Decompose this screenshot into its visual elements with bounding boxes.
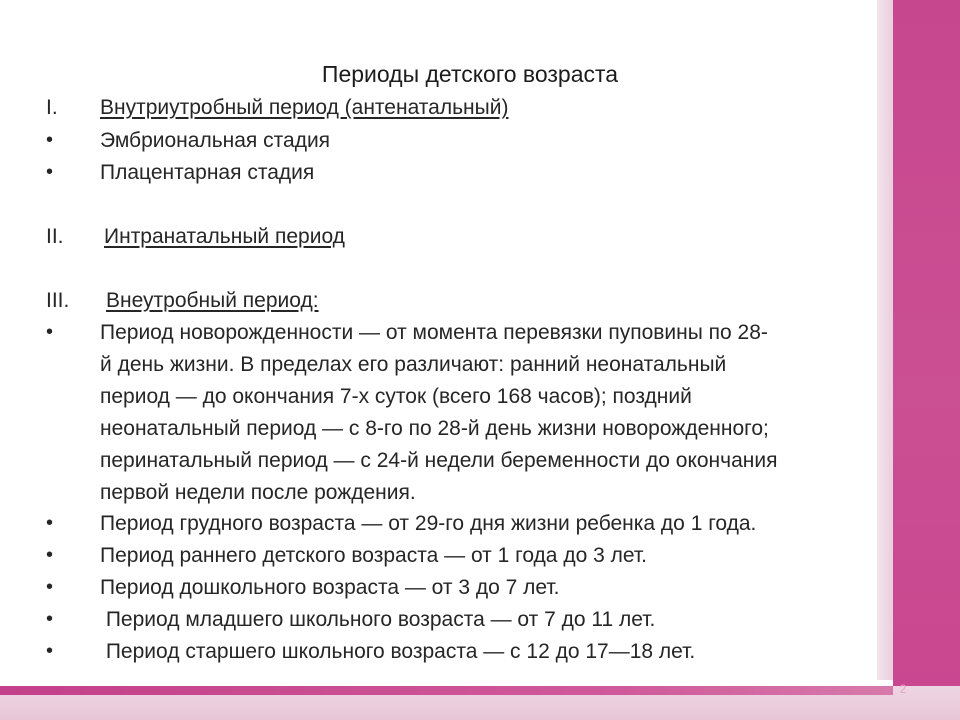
bullet-icon: • bbox=[46, 512, 54, 534]
list-item-text-line: Период новорожденности — от момента перевязки пуповины по 28- bbox=[100, 321, 768, 344]
list-item-text: Эмбриональная стадия bbox=[100, 129, 331, 152]
section-2-heading: Интранатальный период bbox=[104, 225, 345, 248]
section-3-marker: III. bbox=[46, 289, 70, 312]
list-item-text: Период старшего школьного возраста — с 12 до 17—18 лет. bbox=[100, 640, 696, 663]
list-item-text-line: перинатальный период — с 24-й недели беременности до окончания bbox=[100, 449, 778, 472]
section-1-marker: I. bbox=[46, 96, 58, 119]
list-item-text-line: й день жизни. В пределах его различают: ранний неонатальный bbox=[100, 353, 727, 376]
right-decorative-band bbox=[893, 0, 960, 720]
list-item-text: Период раннего детского возраста — от 1 года до 3 лет. bbox=[100, 544, 647, 567]
slide-title: Периоды детского возраста bbox=[321, 61, 619, 87]
bullet-icon: • bbox=[46, 129, 54, 151]
slide-number: 2 bbox=[899, 682, 907, 696]
section-1-heading: Внутриутробный период (антенатальный) bbox=[100, 96, 509, 119]
bullet-icon: • bbox=[46, 608, 54, 630]
bullet-icon: • bbox=[46, 321, 54, 343]
list-item-text-line: период — до окончания 7-х суток (всего 168 часов); поздний bbox=[100, 385, 692, 408]
list-item-text-line: неонатальный период — с 8-го по 28-й день жизни новорожденного; bbox=[100, 417, 769, 440]
list-item-text: Период дошкольного возраста — от 3 до 7 лет. bbox=[100, 576, 560, 599]
bullet-icon: • bbox=[46, 544, 54, 566]
list-item-text: Период младшего школьного возраста — от 7 до 11 лет. bbox=[100, 608, 656, 631]
section-3-heading: Внеутробный период: bbox=[106, 289, 319, 312]
section-2-marker: II. bbox=[46, 225, 64, 248]
list-item-text: Плацентарная стадия bbox=[100, 161, 315, 184]
list-item-text-line: первой недели после рождения. bbox=[100, 481, 416, 504]
bullet-icon: • bbox=[46, 640, 54, 662]
list-item-text: Период грудного возраста — от 29-го дня жизни ребенка до 1 года. bbox=[100, 512, 757, 535]
bullet-icon: • bbox=[46, 161, 54, 183]
bottom-accent-stripe bbox=[0, 686, 893, 695]
bullet-icon: • bbox=[46, 576, 54, 598]
